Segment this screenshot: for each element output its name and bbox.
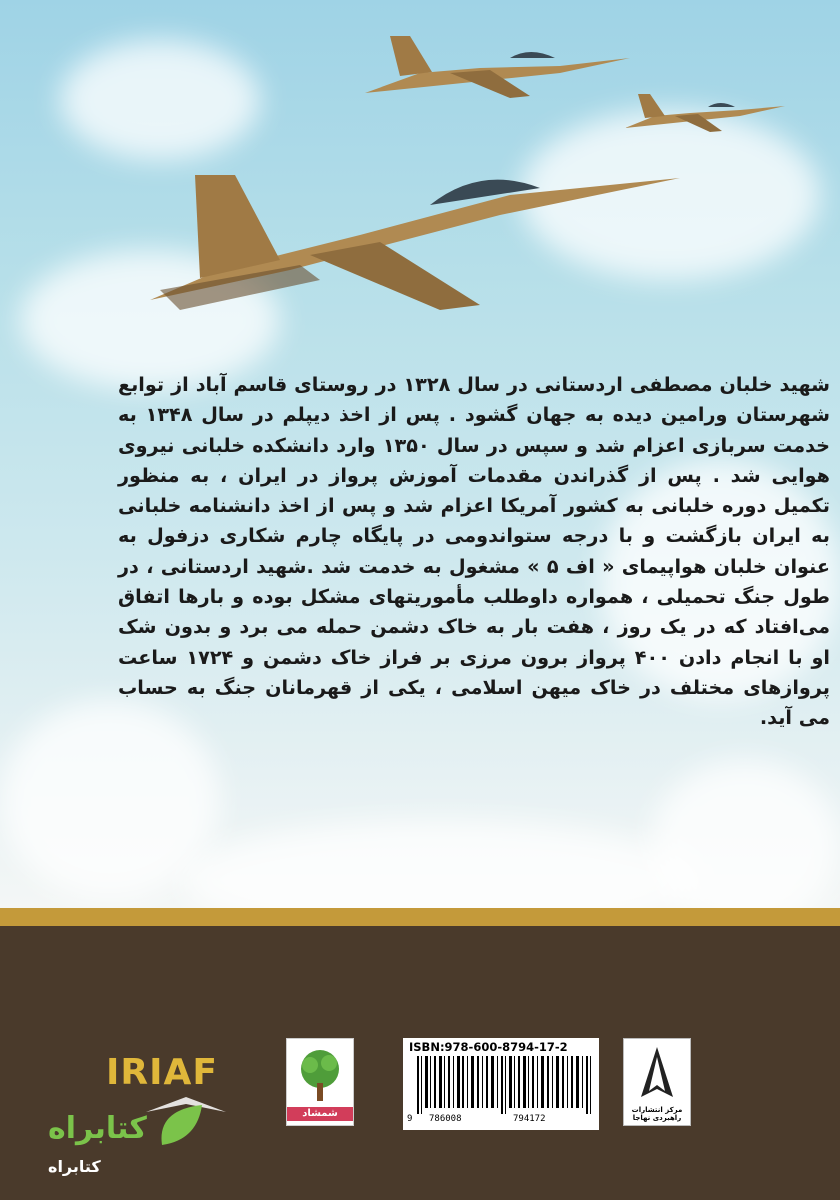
barcode-right-digits: 794172 [513,1114,546,1124]
barcode-lead-digit: 9 [407,1114,413,1124]
cloud [60,40,260,160]
book-publisher-logo [286,1038,354,1126]
publisher-emblem-icon [637,1047,677,1105]
fighter-jet-icon [620,88,790,138]
fighter-jet-icon [360,28,640,108]
publisher-logo [623,1038,691,1126]
isbn-barcode [403,1038,599,1130]
book-publisher-label: شمشاد [287,1107,353,1121]
watermark-small-text: کتابراه [48,1157,101,1176]
isbn-text: ISBN:978-600-8794-17-2 [409,1040,568,1054]
ketabrah-watermark [40,1095,210,1190]
iriaf-logo-text: IRIAF [106,1052,218,1093]
fighter-jet-icon [140,160,700,330]
barcode-bars [417,1056,593,1114]
tree-icon [295,1047,345,1103]
publisher-label: مرکز انتشارات راهبردی نهاجا [631,1106,683,1122]
cloud [650,760,840,930]
biography-paragraph: شهید خلبان مصطفی اردستانی در سال ۱۳۲۸ در روستای قاسم آباد از توابع شهرستان ورامین دیده به جهان گشود . پس از اخذ دیپلم در سال ۱۳۴۸ به خدمت سربازی اعزام شد و سپس در سال ۱۳۵۰ وارد دانشکده خلبانی نیروی هوایی شد . پس از گذراندن مقدمات آموزش پرواز در ایران ، به منظور تکمیل دوره خلبانی به کشور آمریکا اعزام شد و پس از اخذ دانشنامه خلبانی به ایران بازگشت و با درجه ستواندومی در پایگاه چارم شکاری دزفول به عنوان خلبان هواپیمای « اف ۵ » مشغول به خدمت شد .شهید اردستانی ، در طول جنگ تحمیلی ، همواره داوطلب مأموریتهای مشکل بوده و بارها اتفاق می‌افتاد که در یک روز ، هفت بار به خاک دشمن حمله می برد و بدون شک او با انجام دادن ۴۰۰ پرواز برون مرزی بر فراز خاک دشمن و ۱۷۲۴ ساعت پروازهای مختلف در خاک میهن اسلامی ، یکی از قهرمانان جنگ به حساب می آید. [118,373,831,730]
watermark-large-text: کتابراه [48,1111,147,1146]
gold-divider [0,908,840,926]
leaf-icon [152,1100,212,1150]
barcode-left-digits: 786008 [429,1114,462,1124]
